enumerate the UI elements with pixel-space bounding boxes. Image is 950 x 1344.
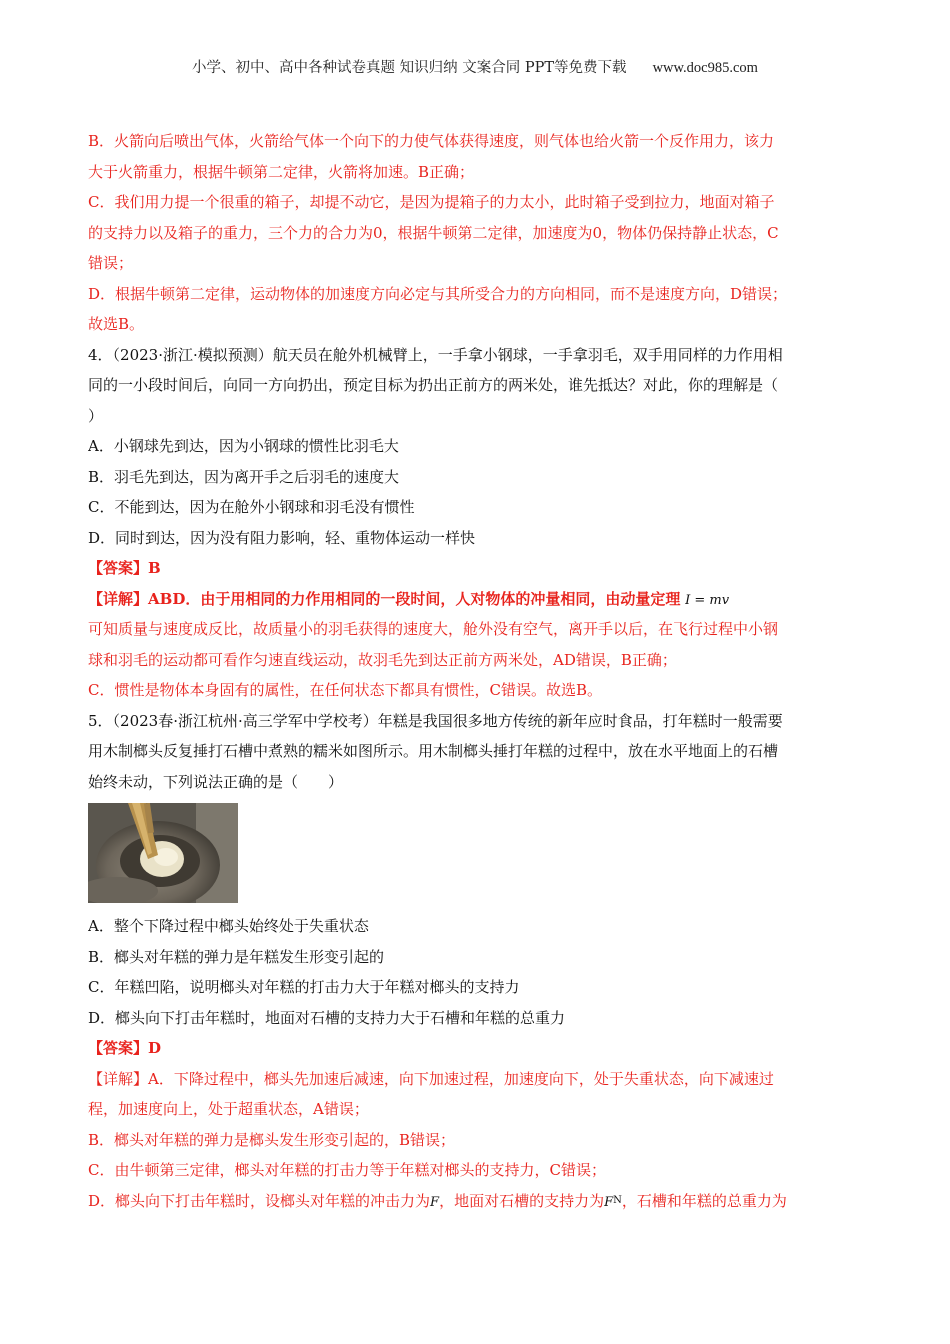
- q3-option-c-line3: 错误；: [88, 254, 134, 272]
- header-site: www.doc985.com: [652, 60, 758, 76]
- rice-cake-pounding-photo: [88, 803, 238, 903]
- q4-detail-line3: 球和羽毛的运动都可看作匀速直线运动，故羽毛先到达正前方两米处，AD错误，B正确；: [88, 650, 677, 669]
- page-header: [0, 56, 950, 77]
- q4-stem-line3: ）: [88, 406, 104, 425]
- q4-answer: 【答案】B: [88, 559, 161, 577]
- q3-option-b-line2: 大于火箭重力，根据牛顿第二定律，火箭将加速。B正确；: [88, 162, 475, 181]
- q5-detail-line5: [88, 1186, 864, 1217]
- q4-detail-line1: [88, 584, 864, 615]
- q4-stem-line2: 同的一小段时间后，向同一方向扔出，预定目标为扔出正前方的两米处，谁先抵达？对此，你的理解是（: [88, 376, 779, 394]
- q5-option-d: D．榔头向下打击年糕时，地面对石槽的支持力大于石槽和年糕的总重力: [88, 1008, 566, 1027]
- q3-option-d-line1: D．根据牛顿第二定律，运动物体的加速度方向必定与其所受合力的方向相同，而不是速度方向，D错误；: [88, 284, 788, 303]
- q3-option-c-line2: 的支持力以及箱子的重力，三个力的合力为0，根据牛顿第二定律，加速度为0，物体仍保持静止状态，C: [88, 223, 779, 242]
- force-symbol-f: F: [430, 1194, 440, 1210]
- q4-option-c: C．不能到达，因为在舱外小钢球和羽毛没有惯性: [88, 498, 415, 516]
- q3-conclusion: 故选B。: [88, 315, 145, 333]
- q5-detail-line1: 【详解】A．下降过程中，榔头先加速后减速，向下加速过程，加速度向下，处于失重状态，向下减速过: [88, 1069, 774, 1088]
- q4-detail-line4: C．惯性是物体本身固有的属性，在任何状态下都具有惯性，C错误。故选B。: [88, 681, 602, 699]
- q5-detail5-text-c: ，石槽和年糕的总重力为: [621, 1191, 787, 1210]
- q5-detail-line3: B．榔头对年糕的弹力是榔头发生形变引起的，B错误；: [88, 1130, 456, 1149]
- q5-detail-line2: 程，加速度向上，处于超重状态，A错误；: [88, 1100, 369, 1118]
- document-body: [88, 126, 864, 1216]
- force-symbol-fn-subscript: N: [613, 1194, 622, 1206]
- header-text: 小学、初中、高中各种试卷真题 知识归纳 文案合同 PPT等免费下载: [192, 60, 627, 76]
- q5-detail5-text-b: ，地面对石槽的支持力为: [439, 1191, 605, 1210]
- q5-option-c: C．年糕凹陷，说明榔头对年糕的打击力大于年糕对榔头的支持力: [88, 978, 520, 996]
- q5-option-a: A．整个下降过程中榔头始终处于失重状态: [88, 917, 369, 935]
- q5-stem-line3: 始终未动，下列说法正确的是（ ）: [88, 772, 344, 791]
- q5-option-b: B．榔头对年糕的弹力是年糕发生形变引起的: [88, 947, 385, 966]
- force-symbol-fn: F: [604, 1194, 614, 1210]
- q4-detail-text: 【详解】ABD．由于用相同的力作用相同的一段时间，人对物体的冲量相同，由动量定理: [88, 589, 681, 608]
- q5-stem-line1: 5．（2023春·浙江杭州·高三学军中学校考）年糕是我国很多地方传统的新年应时食品，打年糕时一般需要: [88, 711, 783, 730]
- q3-option-c-line1: C．我们用力提一个很重的箱子，却提不动它，是因为提箱子的力太小，此时箱子受到拉力，地面对箱子: [88, 193, 775, 211]
- q5-answer: 【答案】D: [88, 1039, 162, 1057]
- q4-detail-line2: 可知质量与速度成反比，故质量小的羽毛获得的速度大，舱外没有空气，离开手以后，在飞行过程中小钢: [88, 620, 779, 638]
- q4-option-a: A．小钢球先到达，因为小钢球的惯性比羽毛大: [88, 437, 399, 455]
- q4-stem-line1: 4．（2023·浙江·模拟预测）航天员在舱外机械臂上，一手拿小钢球，一手拿羽毛，双手用同样的力作用相: [88, 345, 783, 364]
- momentum-formula: I = mv: [685, 592, 730, 608]
- photo-illustration: [88, 803, 238, 903]
- q4-option-b: B．羽毛先到达，因为离开手之后羽毛的速度大: [88, 467, 400, 486]
- q3-option-b-line1: B．火箭向后喷出气体，火箭给气体一个向下的力使气体获得速度，则气体也给火箭一个反作用力，该力: [88, 132, 775, 150]
- q5-detail-line4: C．由牛顿第三定律，榔头对年糕的打击力等于年糕对榔头的支持力，C错误；: [88, 1161, 606, 1179]
- q5-detail5-text-a: D．榔头向下打击年糕时，设榔头对年糕的冲击力为: [88, 1191, 431, 1210]
- q4-option-d: D．同时到达，因为没有阻力影响，轻、重物体运动一样快: [88, 528, 476, 547]
- q5-stem-line2: 用木制榔头反复捶打石槽中煮熟的糯米如图所示。用木制榔头捶打年糕的过程中，放在水平地面上的石槽: [88, 742, 779, 760]
